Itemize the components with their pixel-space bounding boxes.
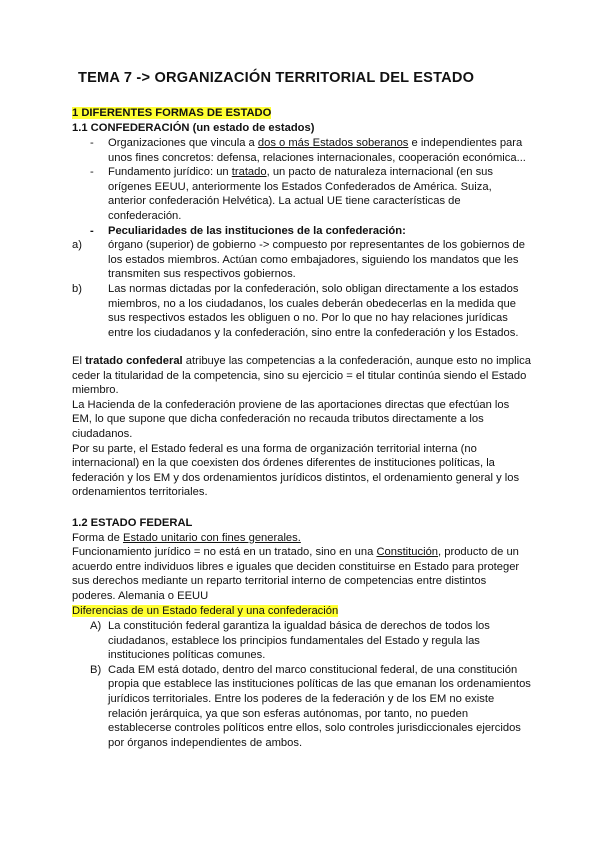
- bullet3-text: Peculiaridades de las instituciones de la confederación:: [108, 224, 406, 237]
- item-A-text: La constitución federal garantiza la igualdad básica de derechos de todos los ciudadanos, establece los principios fundamentales del Estado y regula las instituciones políticas comunes.: [108, 620, 490, 662]
- list-item: [72, 663, 532, 751]
- section1-heading: 1 DIFERENTES FORMAS DE ESTADO: [72, 107, 272, 119]
- bullet1-underlined: dos o más Estados soberanos: [257, 137, 409, 149]
- underlined-text: Constitución: [376, 546, 439, 559]
- differences-list: [72, 619, 532, 750]
- bullet-dash: -: [90, 137, 94, 149]
- item-A-mark: A): [90, 620, 102, 632]
- bullet-dash: -: [90, 166, 94, 179]
- paragraph-estado-federal: Por su parte, el Estado federal es una forma de organización territorial interna (no internacional) en la que coexisten dos órdenes diferentes de instituciones políticas, la federación y los EM y dos ordenamientos jurídicos distintos, el ordenamiento general y los ordenamientos territoriales.: [72, 442, 520, 499]
- paragraph-bold: tratado confederal: [85, 355, 183, 367]
- paragraph-hacienda: La Hacienda de la confederación proviene de las aportaciones directas que efectúan los EM, lo que supone que dicha confederación no recauda tributos directamente a los ciudadanos.: [72, 398, 510, 440]
- list-item: [72, 224, 532, 239]
- item-B-text: Cada EM está dotado, dentro del marco constitucional federal, de una constitución propia que establece las instituciones políticas de las que emanan los ordenamientos jurídicos territoriales. Entre los poderes de la federación y de los EM no existe relación jerárquica, ya que son esferas autónomas, por tanto, no pueden establecerse controles políticos entre ellos, solo controles jurisdiccionales ejercidos por órganos independientes de ambos.: [108, 663, 531, 749]
- list-item: [72, 165, 532, 223]
- differences-heading: Diferencias de un Estado federal y una confederación: [72, 604, 339, 617]
- bullet2-underlined: tratado: [231, 166, 267, 179]
- document-title: TEMA 7 -> ORGANIZACIÓN TERRITORIAL DEL ESTADO: [78, 70, 475, 86]
- item-B-mark: B): [90, 663, 102, 676]
- bullet2-text-end: , un pacto de naturaleza internacional (en sus orígenes EEUU, anteriormente los Estados Confederados de América. Suiza, anterior confederación Helvética). La actual UE tiene características de confederación.: [108, 166, 493, 222]
- item-b-text: Las normas dictadas por la confederación, solo obligan directamente a los estados miembros, no a los ciudadanos, los cuales deberán obedecerlas en la medida que sus respectivos estados les obliguen o no. Por lo que no hay relaciones jurídicas entre los ciudadanos y la confederación, sino entre la confederación y los Estados.: [108, 282, 519, 339]
- paragraph-text: atribuye las competencias a la confederación, aunque esto no implica ceder la titularidad de la competencia, sino su ejercicio = el titular continúa siendo el Estado miembro.: [72, 355, 531, 397]
- item-b-mark: b): [72, 282, 82, 295]
- bullet-dash: -: [90, 224, 94, 237]
- item-a-text: órgano (superior) de gobierno -> compuesto por representantes de los gobiernos de los estados miembros. Actúan como embajadores, siguiendo los mandatos que les transmiten sus respectivos gobiernos.: [108, 239, 525, 281]
- underlined-text: Estado unitario con fines generales.: [122, 531, 301, 544]
- paragraph-tratado: [72, 354, 532, 398]
- section2-heading: 1.2 ESTADO FEDERAL: [72, 517, 193, 529]
- bullet1-text-end: e independientes para unos fines concretos: defensa, relaciones internacionales, cooperación económica...: [108, 137, 526, 164]
- list-item: [72, 238, 532, 282]
- paragraph-text: El: [72, 355, 86, 367]
- section1-subheading: 1.1 CONFEDERACIÓN (un estado de estados): [72, 121, 315, 134]
- item-a-mark: a): [72, 239, 82, 252]
- section2-line1: [72, 531, 532, 546]
- list-item: [72, 136, 532, 165]
- paragraph-text: , producto de un acuerdo entre individuos libres e iguales que deciden constituirse en Estado para proteger sus derechos mediante un reparto territorial interno de competencias entre distintos poderes. Alemania o EEUU: [72, 546, 520, 602]
- section1-headings: [72, 106, 532, 135]
- section2: [72, 516, 532, 618]
- paragraph-text: Funcionamiento jurídico = no está en un tratado, sino en una: [72, 546, 377, 559]
- confederation-bullets: [72, 136, 532, 340]
- list-item: [72, 619, 532, 663]
- paragraph-text: Forma de: [72, 531, 123, 544]
- list-item: [72, 282, 532, 340]
- section2-line2: [72, 545, 532, 603]
- bullet2-text: Fundamento jurídico: un: [108, 166, 232, 179]
- bullet1-text: Organizaciones que vincula a: [108, 137, 258, 149]
- confederation-paragraphs: [72, 354, 532, 500]
